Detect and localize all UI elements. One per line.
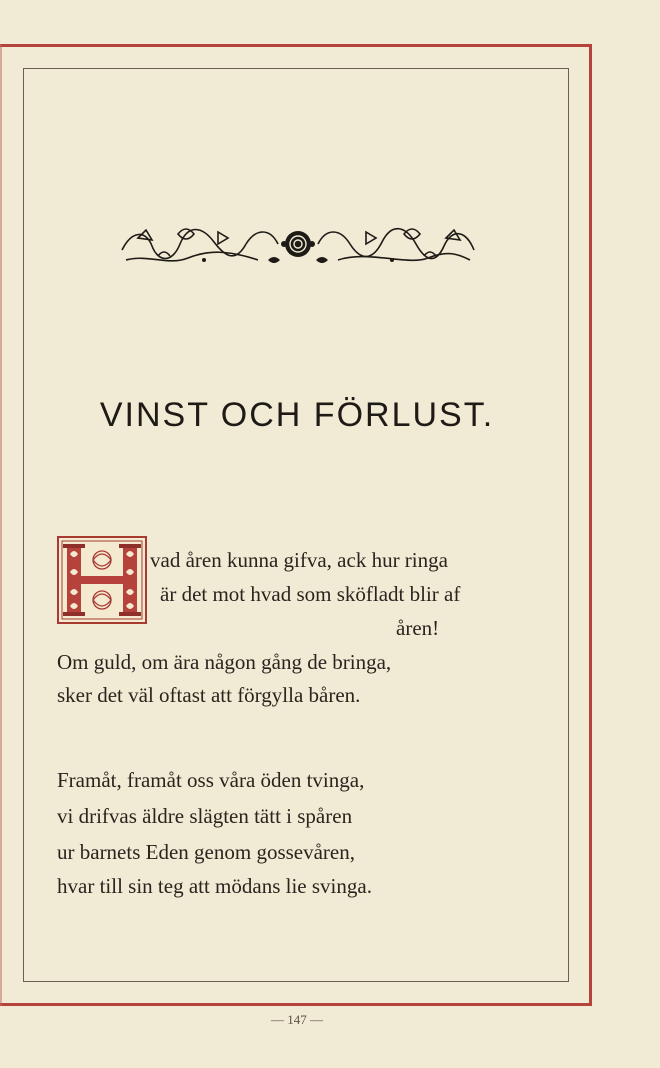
stanza-1-line-2: är det mot hvad som sköfladt blir af	[160, 582, 461, 606]
stanza-2-line-2: vi drifvas äldre slägten tätt i spåren	[57, 804, 353, 828]
poem-title: VINST OCH FÖRLUST.	[99, 396, 495, 434]
stanza-1-line-1: vad åren kunna gifva, ack hur ringa	[150, 548, 448, 572]
stanza-2-line-3: ur barnets Eden genom gossevåren,	[57, 840, 355, 864]
red-frame-bottom	[0, 1003, 592, 1006]
stanza-2-line-1: Framåt, framåt oss våra öden tvinga,	[57, 768, 365, 792]
red-frame-right	[589, 44, 592, 1006]
stanza-1-line-3: Om guld, om ära någon gång de bringa,	[57, 650, 392, 674]
stanza-1-line-4: sker det väl oftast att förgylla båren.	[57, 683, 361, 707]
red-frame-left	[0, 44, 2, 1006]
red-frame-top	[0, 44, 592, 47]
initial-letter-h	[57, 536, 147, 624]
page-number: — 147 —	[271, 1012, 323, 1027]
stanza-1-line-2-continuation: åren!	[396, 616, 440, 640]
ornament-icon	[118, 220, 478, 270]
stanza-2-line-4: hvar till sin teg att mödans lie svinga.	[57, 874, 372, 898]
